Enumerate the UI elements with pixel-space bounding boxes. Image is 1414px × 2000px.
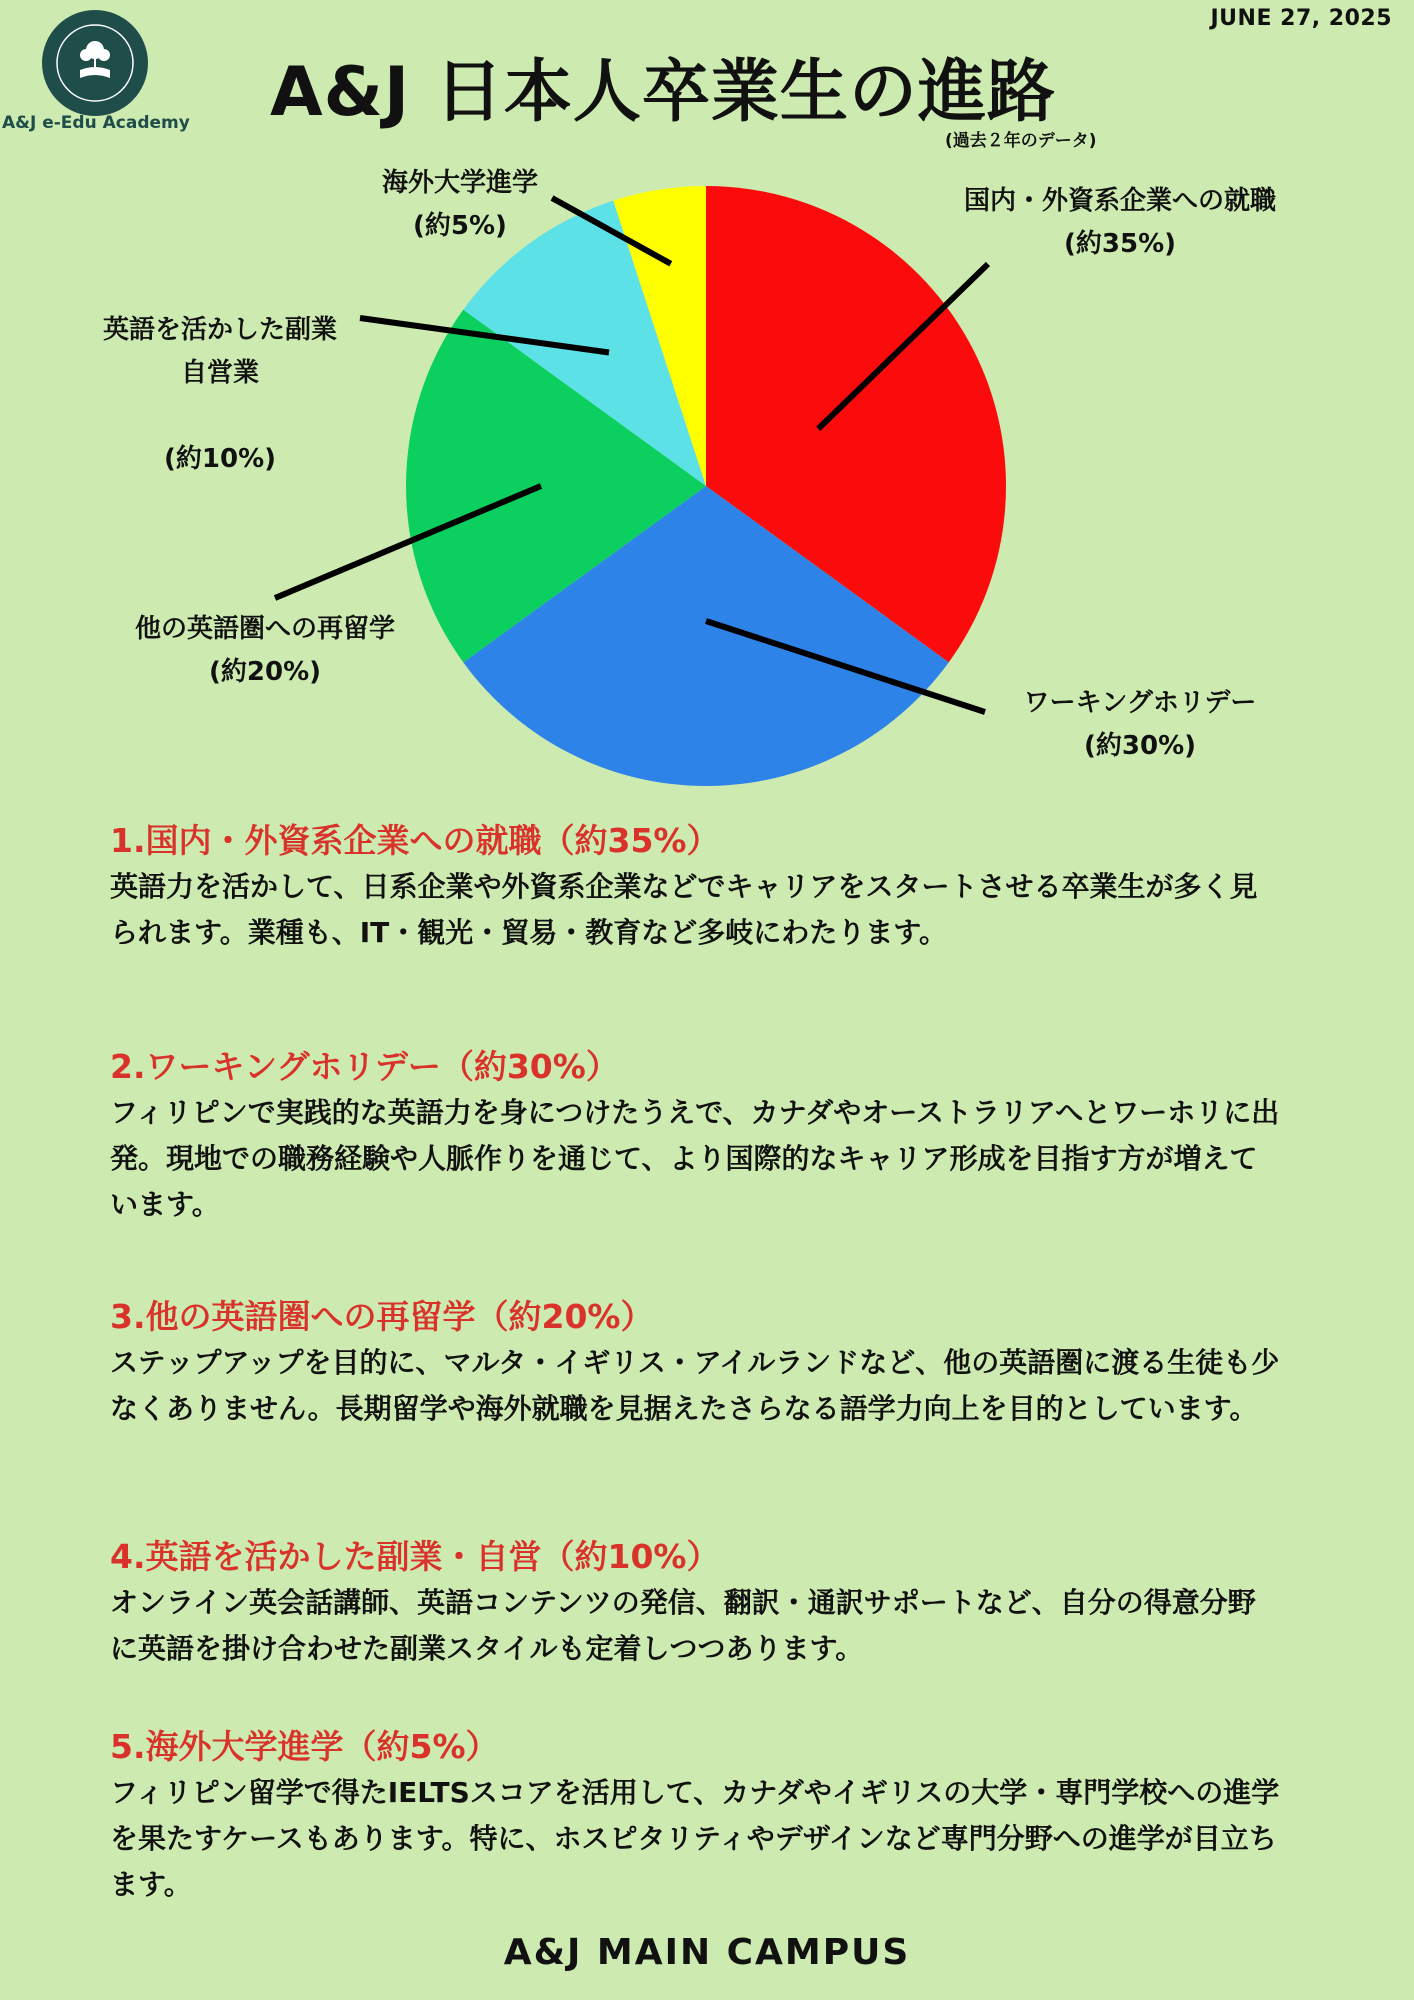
section-side-business: [110, 1534, 1290, 1672]
slice-label-university-value: (約5%): [413, 211, 507, 241]
section-heading: 2.ワーキングホリデー（約30%）: [110, 1047, 619, 1086]
slice-label-working-holiday-value: (約30%): [1084, 731, 1196, 761]
slice-label-side-business-name: 英語を活かした副業 自営業: [102, 315, 337, 388]
slice-label-restudy: [80, 608, 450, 694]
slice-label-employment-value: (約35%): [1064, 229, 1176, 259]
slice-label-side-business: [60, 266, 380, 524]
section-heading: 1.国内・外資系企業への就職（約35%）: [110, 821, 720, 860]
page-subtitle: (過去２年のデータ): [945, 131, 1097, 151]
slice-label-university: [340, 162, 580, 248]
section-university: [110, 1724, 1290, 1908]
section-body: オンライン英会話講師、英語コンテンツの発信、翻訳・通訳サポートなど、自分の得意分野に英語を掛け合わせた副業スタイルも定着しつつあります。: [110, 1586, 1256, 1665]
section-heading: 5.海外大学進学（約5%）: [110, 1727, 499, 1766]
page-title: A&J 日本人卒業生の進路: [270, 53, 1056, 132]
section-body: 英語力を活かして、日系企業や外資系企業などでキャリアをスタートさせる卒業生が多く見られます。業種も、IT・観光・貿易・教育など多岐にわたります。: [110, 870, 1258, 949]
section-heading: 4.英語を活かした副業・自営（約10%）: [110, 1537, 720, 1576]
section-body: ステップアップを目的に、マルタ・イギリス・アイルランドなど、他の英語圏に渡る生徒も少なくありません。長期留学や海外就職を見据えたさらなる語学力向上を目的としています。: [110, 1346, 1280, 1425]
slice-label-working-holiday: [970, 682, 1310, 768]
slice-label-university-name: 海外大学進学: [381, 168, 538, 198]
section-restudy: [110, 1294, 1290, 1432]
publish-date: JUNE 27, 2025: [1210, 6, 1392, 31]
section-employment: [110, 818, 1290, 956]
section-working-holiday: [110, 1044, 1290, 1228]
slice-label-working-holiday-name: ワーキングホリデー: [1023, 688, 1257, 718]
logo-caption: A&J e-Edu Academy: [2, 113, 190, 133]
slice-label-restudy-name: 他の英語圏への再留学: [134, 614, 395, 644]
section-heading: 3.他の英語圏への再留学（約20%）: [110, 1297, 654, 1336]
slice-label-employment: [900, 180, 1340, 266]
slice-label-side-business-value: (約10%): [164, 444, 276, 474]
section-body: フィリピン留学で得たIELTSスコアを活用して、カナダやイギリスの大学・専門学校への進学を果たすケースもあります。特に、ホスピタリティやデザインなど専門分野への進学が目立ちます。: [110, 1776, 1280, 1901]
slice-label-employment-name: 国内・外資系企業への就職: [963, 186, 1276, 216]
section-body: フィリピンで実践的な英語力を身につけたうえで、カナダやオーストラリアへとワーホリに出発。現地での職務経験や人脈作りを通じて、より国際的なキャリア形成を目指す方が増えています。: [110, 1096, 1280, 1221]
slice-label-restudy-value: (約20%): [209, 657, 321, 687]
campus-footer: A&J MAIN CAMPUS: [503, 1932, 911, 1973]
